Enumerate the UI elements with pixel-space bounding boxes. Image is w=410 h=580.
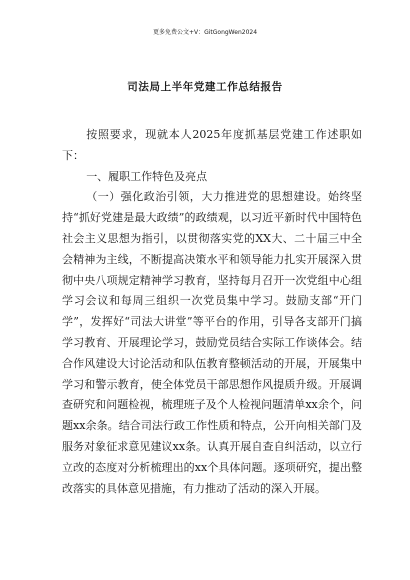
body-paragraph: （一）强化政治引领，大力推进党的思想建设。始终坚持“抓好党建是最大政绩”的政绩观，以习近平新时代中国特色社会主义思想为指引，以贯彻落实党的XX大、二十届三中全会精神为主线，不断提高决策水平和领导能力扎实开展深入贯彻中央八项规定精神学习教育，坚持每月召开一次党组中心组学习会议和每周三组织一次党员集中学习。鼓励支部“开门学”，发挥好“司法大讲堂”等平台的作用，引导各支部开门搞学习教育、开展理论学习，鼓励党员结合实际工作谈体会。结合作风建设大讨论活动和队伍教育整顿活动的开展，开展集中学习和警示教育，使全体党员干部思想作风提质升级。开展调查研究和问题检视，梳理班子及个人检视问题清单xx余个，问题xx余条。结合司法行政工作性质和特点，公开向相关部门及服务对象征求意见建议xx条。认真开展自查自纠活动，以立行立改的态度对分析梳理出的xx个具体问题。逐项研究，提出整改落实的具体意见措施，有力推动了活动的深入开展。: [62, 190, 362, 495]
document-body: [62, 125, 362, 499]
intro-paragraph: 按照要求，现就本人2025年度抓基层党建工作述职如下：: [62, 128, 362, 162]
section-heading: 一、履职工作特色及亮点: [86, 169, 208, 183]
header-note: 更多免费公文+V：GitGongWen2024: [152, 29, 258, 36]
document-title: 司法局上半年党建工作总结报告: [127, 81, 283, 93]
